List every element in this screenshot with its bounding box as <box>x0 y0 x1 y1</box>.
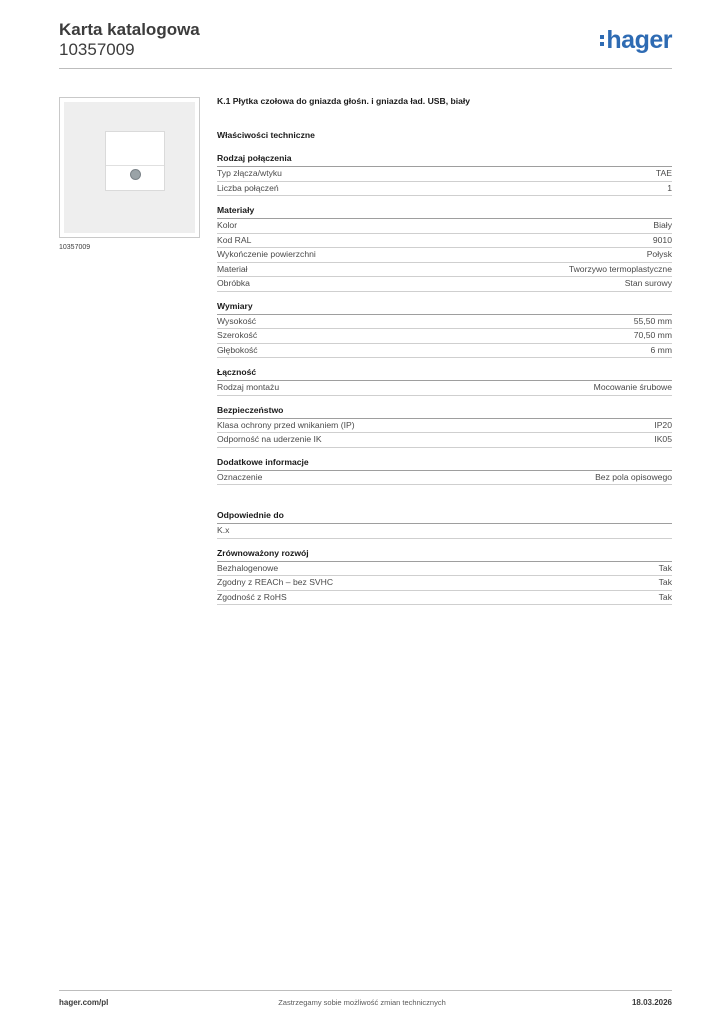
property-label: Oznaczenie <box>217 471 263 482</box>
property-row <box>217 182 672 197</box>
property-label: Bezhalogenowe <box>217 562 279 573</box>
property-label: Materiał <box>217 263 248 274</box>
property-value: 1 <box>667 182 672 193</box>
footer-website: hager.com/pl <box>59 998 109 1007</box>
property-label: K.x <box>217 525 230 535</box>
property-value: TAE <box>655 168 672 178</box>
property-row <box>217 524 672 539</box>
property-row <box>217 591 672 606</box>
property-value: Bez pola opisowego <box>595 471 672 482</box>
property-label: Typ złącza/wtyku <box>217 168 282 178</box>
property-value: 55,50 mm <box>633 315 672 326</box>
window-divider <box>106 165 164 166</box>
property-value: Biały <box>653 220 672 230</box>
property-label: Kod RAL <box>217 234 252 245</box>
section-title: Łączność <box>217 367 672 381</box>
property-row <box>217 263 672 278</box>
section-title: Bezpieczeństwo <box>217 405 672 419</box>
property-value: IP20 <box>654 419 672 430</box>
footer-notice: Zastrzegamy sobie możliwość zmian technicznych <box>278 998 446 1007</box>
property-value: 9010 <box>652 234 672 245</box>
property-row <box>217 471 672 486</box>
property-section <box>217 205 672 292</box>
property-row <box>217 329 672 344</box>
section-spacer <box>217 494 672 510</box>
property-row <box>217 248 672 263</box>
product-details <box>217 95 672 614</box>
document-title: Karta katalogowa <box>59 20 200 39</box>
property-label: Wykończenie powierzchni <box>217 249 316 259</box>
section-title: Rodzaj połączenia <box>217 153 672 167</box>
property-value: Tak <box>658 577 672 587</box>
hager-logo <box>600 26 672 54</box>
logo-text: hager <box>606 26 672 54</box>
property-label: Odporność na uderzenie IK <box>217 434 322 444</box>
property-sections <box>217 153 672 605</box>
property-value: 70,50 mm <box>633 330 672 340</box>
property-section <box>217 457 672 486</box>
property-label: Głębokość <box>217 344 258 355</box>
property-value: Tworzywo termoplastyczne <box>568 263 672 274</box>
property-label: Szerokość <box>217 330 258 340</box>
document-header <box>59 20 200 60</box>
logo-mark-icon <box>600 35 604 46</box>
footer-date: 18.03.2026 <box>631 998 672 1007</box>
socket-window <box>105 131 165 191</box>
product-image <box>59 97 200 238</box>
property-section <box>217 405 672 448</box>
property-section <box>217 548 672 606</box>
property-value: 6 mm <box>650 344 672 355</box>
property-value: Stan surowy <box>624 278 672 288</box>
document-number: 10357009 <box>59 40 135 59</box>
property-row <box>217 562 672 577</box>
property-row <box>217 381 672 396</box>
section-title: Materiały <box>217 205 672 219</box>
property-row <box>217 315 672 330</box>
property-row <box>217 219 672 234</box>
section-title: Odpowiednie do <box>217 510 672 524</box>
header-divider <box>59 68 672 69</box>
image-caption: 10357009 <box>59 244 91 251</box>
section-title: Dodatkowe informacje <box>217 457 672 471</box>
property-row <box>217 344 672 359</box>
property-section <box>217 510 672 539</box>
property-value: Tak <box>658 591 672 602</box>
cover-plate <box>64 102 195 233</box>
product-title: K.1 Płytka czołowa do gniazda głośn. i gniazda ład. USB, biały <box>217 96 471 106</box>
property-label: Zgodność z RoHS <box>217 591 287 602</box>
property-row <box>217 433 672 448</box>
property-label: Obróbka <box>217 278 250 288</box>
property-row <box>217 419 672 434</box>
property-section <box>217 153 672 196</box>
property-row <box>217 277 672 292</box>
property-label: Kolor <box>217 220 238 230</box>
property-value: Połysk <box>646 249 672 259</box>
property-row <box>217 234 672 249</box>
property-section <box>217 367 672 396</box>
property-row <box>217 167 672 182</box>
property-label: Liczba połączeń <box>217 182 279 193</box>
property-value: Mocowanie śrubowe <box>593 382 672 392</box>
property-label: Wysokość <box>217 315 257 326</box>
property-label: Zgodny z REACh – bez SVHC <box>217 577 334 587</box>
property-row <box>217 576 672 591</box>
property-value: IK05 <box>654 434 672 444</box>
property-label: Rodzaj montażu <box>217 382 280 392</box>
footer-divider <box>59 990 672 991</box>
property-label: Klasa ochrony przed wnikaniem (IP) <box>217 419 355 430</box>
properties-heading: Właściwości techniczne <box>217 130 315 140</box>
section-title: Wymiary <box>217 301 672 315</box>
section-title: Zrównoważony rozwój <box>217 548 672 562</box>
property-section <box>217 301 672 359</box>
usb-led-icon <box>130 169 141 180</box>
property-value: Tak <box>658 562 672 573</box>
